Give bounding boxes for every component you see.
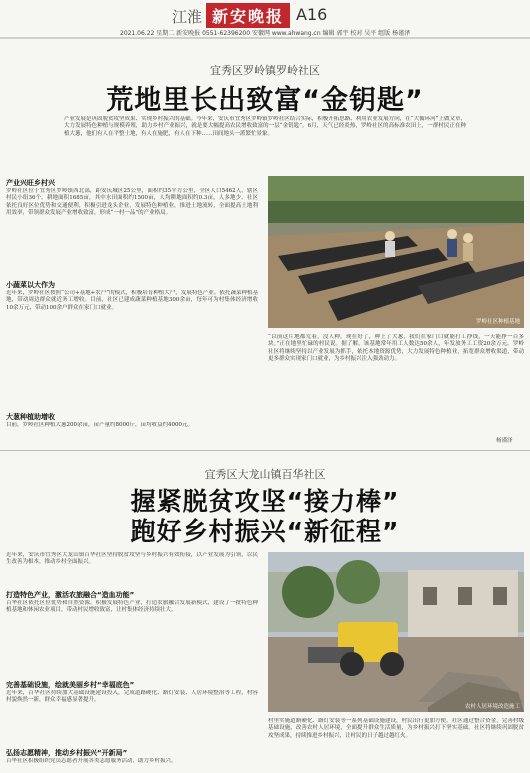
- article1-section1-text: 罗岭社区位于宜秀区罗岭镇西北部，距安庆城区25公里，面积约35平方公里，全区人口5462人，辖区村民小组36个。耕地面积1685亩，其中水田面积约1500亩，人均耕地面积约0.3亩，人多地少。社区依托良好区位优势和交通便利，积极引进龙头企业，发展特色种植业，推进土地流转，全面提高土地利用效率，带领群众发展产业增收致富，形成“一村一品”的产业格局。: [6, 188, 258, 216]
- masthead-rule: [0, 37, 530, 39]
- construction-site-image: [268, 552, 524, 712]
- article1-lead: 产业发展是巩固脱贫攻坚成果、实现乡村振兴的基础。今年来，安庆市宜秀区罗岭镇罗岭社区结合实际，积极开拓思路、利用农业发展方向，在“大循环河”上做文章，大力发展特色种植与规模养殖，助力乡村产业振兴，就是要大幅提高农民增收致富的一层“金钥匙”。6月，天气已经炎热，罗岭社区的高标准农田上，一群村民正在种植大葱，他们有人在平整土地，有人在施肥，有人在下种……田间地头一派繁忙景象。: [64, 116, 466, 137]
- article1-right-text: “以前这片地都荒着，没人种。现在好了，种上了大葱，我们在家门口就能打工挣钱，一天能挣一百多块。”正在地里忙碌的村民说。据了解，该基地常年用工人数达50余人，年发放务工工资20余万元。罗岭社区将继续坚持以产业发展为抓手，依托本地资源优势，大力发展特色种植业，拓宽群众增收渠道，带动更多群众实现家门口就业，为乡村振兴注入强劲动力。: [268, 334, 524, 362]
- article1-photo: [268, 176, 524, 328]
- article2-section3-title: 弘扬志愿精神，推动乡村振兴“开新局”: [6, 749, 128, 757]
- article2-right-text: 村里实施道路硬化、路灯安装等一系列基础设施建设，村民出行更加方便。社区通过整合资金，完善村级基础设施，改善农村人居环境，全面提升群众生活质量，为乡村振兴打下坚实基础。社区将继续巩固脱贫攻坚成果，持续推进乡村振兴，让村民的日子越过越红火。: [268, 718, 524, 739]
- newspaper-logo: 新安晚报: [206, 3, 290, 28]
- article2-kicker: 宜秀区大龙山镇百华社区: [204, 468, 326, 481]
- masthead-meta: 2021.06.22 星期二 新安晚报 0551-62396200 安徽网 www.ahwang.cn 编辑 郭宇 校对 吴平 组版 杨谨泽: [120, 30, 411, 37]
- article2-section1-title: 打造特色产业，激活农旅融合“造血功能”: [6, 591, 135, 599]
- article1-section3-text: 目前，罗岭社区种植大葱200余亩，亩产量约8000斤，亩均收益约4000元。: [6, 422, 193, 428]
- article2-headline-line1: 握紧脱贫攻坚“接力棒”: [130, 487, 400, 516]
- article1-kicker: 宜秀区罗岭镇罗岭社区: [210, 64, 320, 77]
- masthead: [0, 0, 530, 44]
- article1-headline: 荒地里长出致富“金钥匙”: [106, 85, 424, 116]
- article1-section1-title: 产业兴旺乡村兴: [6, 179, 55, 187]
- article2-section1-text: 百华社区依托区位优势和自然资源，积极发展特色产业，打造农旅融合发展新模式，建设了一批特色种植基地和休闲农业项目，带动村民增收致富，让村集体经济持续壮大。: [6, 600, 258, 614]
- article2-lead: 近年来，安庆市宜秀区大龙山镇百华社区坚持脱贫攻坚与乡村振兴有效衔接，以产业发展为引领，以民生改善为根本，推动乡村全面振兴。: [6, 552, 258, 566]
- article1-section3-title: 大葱种植助增收: [6, 413, 55, 421]
- page-number: A16: [296, 5, 328, 24]
- article2-section2-title: 完善基础设施，绘就美丽乡村“幸福底色”: [6, 681, 135, 689]
- article1-byline: 杨谨泽: [496, 438, 513, 444]
- section-divider: [0, 450, 530, 451]
- article1-section2-title: 小蔬菜以大作为: [6, 281, 55, 289]
- article2-photo: [268, 552, 524, 712]
- article1-section2-text: 近年来，罗岭社区按照“公司+基地+农户”的模式，积极培育种植大户，发展特色产业。依托蔬菜种植基地，带动周边群众就近务工增收。目前，社区已建成蔬菜种植基地300余亩，每年可为村集体经济增收10余万元，带动100余户群众在家门口就业。: [6, 290, 258, 311]
- article2-photo-caption: 农村人居环境改造施工: [464, 704, 520, 710]
- article2-headline-line2: 跑好乡村振兴“新征程”: [130, 517, 400, 546]
- article2-section2-text: 近年来，百华社区持续加大基础设施建设投入，完成道路硬化、路灯安装、人居环境整治等工程，村容村貌焕然一新，群众幸福感显著提升。: [6, 690, 258, 704]
- article1-photo-caption: 罗岭社区种植基地: [475, 319, 520, 325]
- article2-section3-text: 百华社区积极组织党员志愿者开展各类志愿服务活动，助力乡村振兴。: [6, 758, 177, 764]
- farm-field-image: [268, 176, 524, 328]
- masthead-region: 江淮: [172, 8, 203, 26]
